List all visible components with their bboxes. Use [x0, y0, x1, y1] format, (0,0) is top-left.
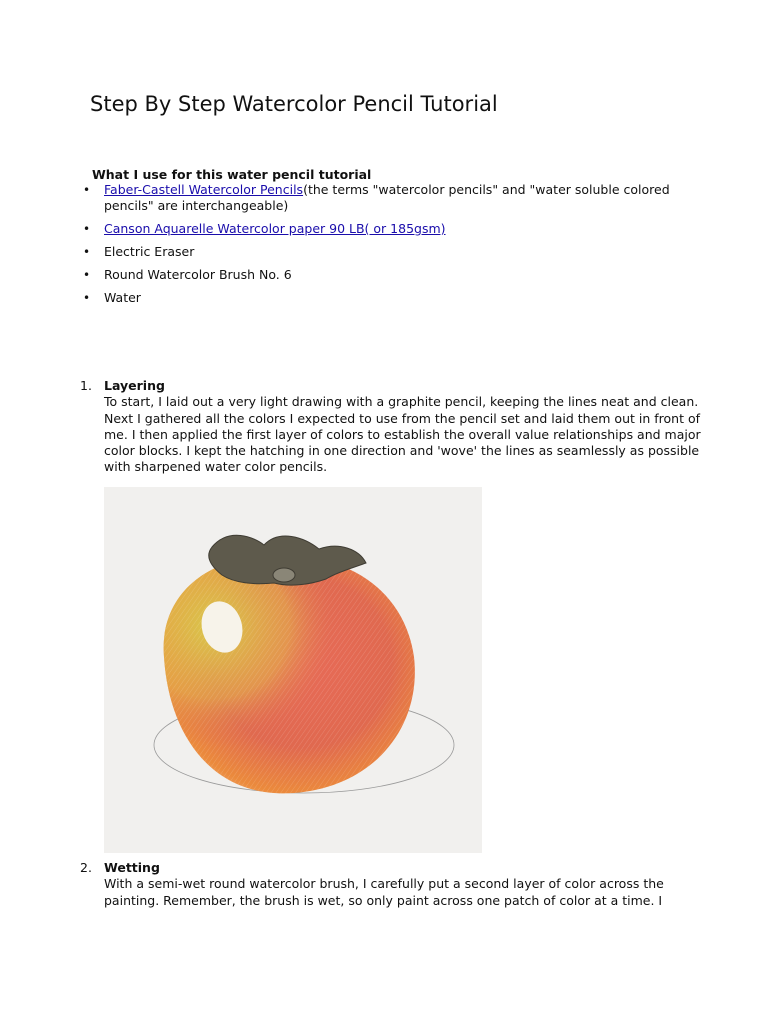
step-heading: Wetting	[104, 860, 160, 875]
bullet-icon: •	[83, 291, 91, 305]
page-title: Step By Step Watercolor Pencil Tutorial	[90, 92, 498, 116]
faber-castell-link[interactable]: Faber-Castell Watercolor Pencils	[104, 182, 304, 197]
step-heading: Layering	[104, 378, 165, 393]
list-item	[80, 221, 680, 237]
step-number: 2.	[80, 860, 92, 875]
list-item	[80, 182, 680, 214]
fruit-stem	[273, 568, 295, 582]
step-body: To start, I laid out a very light drawing with a graphite pencil, keeping the lines neat and clean. Next I gathered all the colors I expected to use from the pencil set and laid them out in front of me. I then applied the first layer of colors to establish the overall value relationships and major color blocks. I kept the hatching in one direction and 'wove' the lines as seamlessly as possible with sharpened water color pencils.	[104, 394, 701, 475]
step-wetting	[80, 860, 704, 909]
list-item-text: (the terms "watercolor pencils" and "water soluble colored pencils" are interchangeable)	[104, 182, 670, 213]
bullet-icon: •	[83, 183, 91, 197]
bullet-icon: •	[83, 268, 91, 282]
step-layering	[80, 378, 704, 476]
step-body: With a semi-wet round watercolor brush, I carefully put a second layer of color across the painting. Remember, the brush is wet, so only paint across one patch of color at a time. I	[104, 876, 664, 908]
list-item	[80, 290, 680, 306]
step-number: 1.	[80, 378, 92, 393]
persimmon-illustration	[104, 487, 482, 853]
list-item-text: Water	[104, 290, 141, 305]
list-item	[80, 244, 680, 260]
canson-paper-link[interactable]: Canson Aquarelle Watercolor paper 90 LB( or 185gsm)	[104, 221, 446, 236]
list-item-text: Electric Eraser	[104, 244, 195, 259]
list-item	[80, 267, 680, 283]
list-item-text: Round Watercolor Brush No. 6	[104, 267, 292, 282]
persimmon-drawing-image	[104, 487, 482, 853]
bullet-icon: •	[83, 245, 91, 259]
materials-list	[80, 182, 680, 313]
fruit-hatching	[164, 555, 415, 793]
materials-heading: What I use for this water pencil tutorial	[92, 167, 372, 182]
bullet-icon: •	[83, 222, 91, 236]
